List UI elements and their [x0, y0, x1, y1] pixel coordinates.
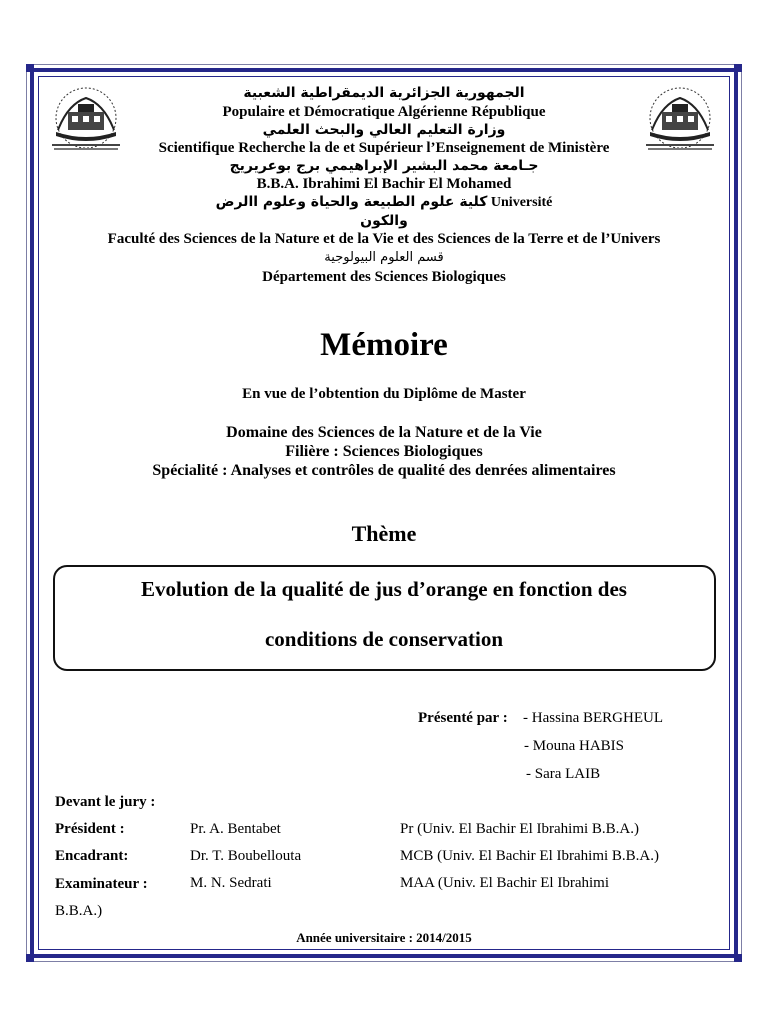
header-fr-republic: Populaire et Démocratique Algérienne République: [222, 104, 546, 120]
jury-role: Président :: [55, 821, 125, 837]
domain-line: Domaine des Sciences de la Nature et de la Vie: [226, 424, 542, 441]
header-fr-ministry: Scientifique Recherche la de et Supérieur l’Enseignement de Ministère: [158, 140, 610, 156]
header-fr-university: B.B.A. Ibrahimi El Bachir El Mohamed: [256, 176, 512, 192]
border-corner: [734, 954, 742, 962]
jury-affiliation: MAA (Univ. El Bachir El Ibrahimi: [400, 875, 609, 891]
header-ar-faculty-line2: والكون: [360, 213, 408, 229]
header-fr-faculty: Faculté des Sciences de la Nature et de la Vie et des Sciences de la Terre et de l’Univers: [107, 231, 661, 247]
header-fr-department: Département des Sciences Biologiques: [262, 269, 506, 285]
border-corner: [26, 954, 34, 962]
filiere-line: Filière : Sciences Biologiques: [285, 443, 483, 460]
border-corner: [734, 64, 742, 72]
theme-title-line2: conditions de conservation: [264, 627, 503, 651]
header-ar-republic: الجمهورية الجزائرية الديمقراطية الشعبية: [243, 85, 525, 101]
author-name: - Hassina BERGHEUL: [523, 710, 663, 726]
author-name: - Sara LAIB: [526, 766, 601, 782]
author-name: - Mouna HABIS: [524, 738, 624, 754]
jury-affiliation-wrap: B.B.A.): [55, 903, 103, 919]
jury-name: Pr. A. Bentabet: [190, 821, 281, 837]
document-title: Mémoire: [320, 327, 448, 363]
jury-affiliation: Pr (Univ. El Bachir El Ibrahimi B.B.A.): [400, 821, 639, 837]
theme-heading: Thème: [351, 521, 417, 546]
theme-title-line1: Evolution de la qualité de jus d’orange en fonction des: [141, 577, 627, 601]
jury-role: Examinateur :: [55, 876, 148, 892]
jury-name: Dr. T. Boubellouta: [190, 848, 302, 864]
header-ar-ministry: وزارة التعليم العالي والبحث العلمي: [262, 122, 506, 138]
header-faculty-ar-line: [40, 194, 728, 211]
jury-role: Encadrant:: [55, 848, 129, 864]
border-corner: [26, 64, 34, 72]
academic-year: Année universitaire : 2014/2015: [296, 930, 472, 945]
jury-affiliation: MCB (Univ. El Bachir El Ibrahimi B.B.A.): [400, 848, 659, 864]
jury-label: Devant le jury :: [55, 794, 156, 810]
diploma-subtitle: En vue de l’obtention du Diplôme de Master: [242, 386, 526, 402]
presented-by-label: Présenté par :: [418, 710, 508, 726]
jury-name: M. N. Sedrati: [190, 875, 272, 891]
header-universite-word: Université: [490, 195, 553, 210]
header-ar-department: قسم العلوم البيولوجية: [324, 250, 444, 265]
header-ar-university: جـامعة محمد البشير الإبراهيمي برج بوعريريج: [229, 158, 539, 174]
specialite-line: Spécialité : Analyses et contrôles de qualité des denrées alimentaires: [152, 462, 616, 479]
header-ar-faculty: كلية علوم الطبيعة والحياة وعلوم االرض: [215, 194, 488, 210]
